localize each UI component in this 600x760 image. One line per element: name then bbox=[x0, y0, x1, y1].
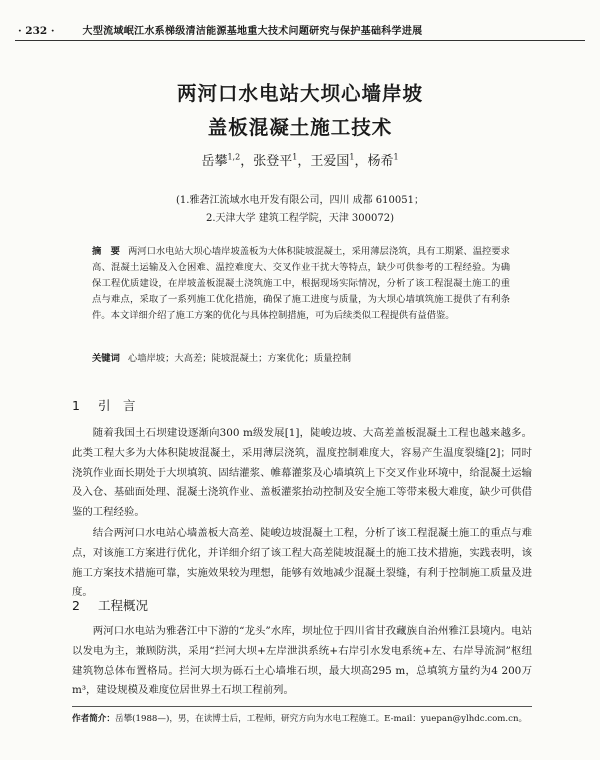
author-separator: ， bbox=[297, 154, 311, 169]
header-rule bbox=[15, 40, 585, 41]
affiliation-2: 2.天津大学 建筑工程学院，天津 300072) bbox=[206, 213, 394, 224]
running-header bbox=[18, 22, 584, 37]
author-affiliation-mark: 1 bbox=[349, 152, 355, 162]
article-title-line-2: 盖板混凝土施工技术 bbox=[207, 116, 393, 139]
author-name: 杨希 bbox=[367, 154, 394, 169]
author-separator: ， bbox=[240, 154, 254, 169]
paragraph: 结合两河口水电站心墙盖板大高差、陡峻边坡混凝土工程，分析了该工程混凝土施工的重点与难点，对该施工方案进行优化，并详细介绍了该工程大高差陡坡混凝土的施工技术措施，实践表明，该施工方案技术措施可靠，实施效果较为理想，能够有效地减少混凝土裂缝，有利于控制施工质量及进度。 bbox=[72, 527, 532, 599]
abstract-label: 摘 要 bbox=[92, 246, 120, 257]
footnote-rule bbox=[72, 706, 532, 707]
keywords-label: 关键词 bbox=[92, 353, 120, 364]
footnote-label: 作者简介： bbox=[72, 714, 115, 724]
section-heading-introduction bbox=[72, 396, 135, 414]
author-separator: ， bbox=[354, 154, 368, 169]
author-name: 张登平 bbox=[253, 154, 293, 169]
footnote-text: 岳攀(1988—)，男，在读博士后，工程师，研究方向为水电工程施工。E-mail：yuepan@ylhdc.com.cn。 bbox=[114, 714, 528, 724]
section-number: 1 bbox=[72, 398, 80, 413]
author-footnote bbox=[72, 712, 532, 727]
paragraph: 两河口水电站为雅砻江中下游的“龙头”水库，坝址位于四川省甘孜藏族自治州雅江县境内。电站以发电为主，兼顾防洪，采用“拦河大坝+左岸泄洪系统+右岸引水发电系统+左、右岸导流洞”枢纽建筑物总体布置格局。拦河大坝为砾石土心墙堆石坝，最大坝高295 m，总填筑方量约为4 200万m³，建设规模及难度位居世界土石坝工程前列。 bbox=[72, 625, 532, 697]
keywords bbox=[92, 350, 512, 364]
abstract-text: 两河口水电站大坝心墙岸坡盖板为大体积陡坡混凝土，采用薄层浇筑，具有工期紧、温控要求高、混凝土运输及入仓困难、温控难度大、交叉作业干扰大等特点，缺少可供参考的工程经验。为确保工程优质建设，在岸坡盖板混凝土浇筑施工中，根据现场实际情况，分析了该工程混凝土施工的重点与难点，采取了一系列施工优化措施，确保了施工进度与质量，为大坝心墙填筑施工提供了有利条件。本文详细介绍了施工方案的优化与具体控制措施，可为后续类似工程提供有益借鉴。 bbox=[92, 246, 510, 321]
affiliation-1: (1.雅砻江流域水电开发有限公司，四川 成都 610051； bbox=[176, 195, 424, 206]
section-title: 工程概况 bbox=[97, 598, 148, 613]
author-list bbox=[0, 150, 600, 169]
section-heading-project-overview bbox=[72, 596, 148, 614]
keywords-text: 心墙岸坡；大高差；陡坡混凝土；方案优化；质量控制 bbox=[127, 353, 352, 364]
abstract bbox=[92, 244, 510, 324]
author-affiliation-mark: 1 bbox=[292, 152, 298, 162]
author-affiliation-mark: 1,2 bbox=[227, 152, 241, 162]
page-number: · 232 · bbox=[18, 25, 55, 37]
article-title-line-1: 两河口水电站大坝心墙岸坡 bbox=[176, 82, 423, 105]
section-title: 引 言 bbox=[97, 398, 136, 413]
author-affiliation-mark: 1 bbox=[393, 152, 399, 162]
journal-title: 大型流域岷江水系梯级清洁能源基地重大技术问题研究与保护基础科学进展 bbox=[82, 26, 423, 37]
paragraph: 随着我国土石坝建设逐渐向300 m级发展[1]，陡峻边坡、大高差盖板混凝土工程也越来越多。此类工程大多为大体积陡坡混凝土，采用薄层浇筑，温度控制难度大，容易产生温度裂缝[2]；同时浇筑作业面长期处于大坝填筑、固结灌浆、帷幕灌浆及心墙填筑上下交叉作业环境中，给混凝土运输及入仓、基础面处理、混凝土浇筑作业、盖板灌浆抬动控制及安全施工等带来极大难度，缺少可供借鉴的工程经验。 bbox=[72, 427, 532, 519]
author-name: 王爱国 bbox=[310, 154, 350, 169]
section-number: 2 bbox=[72, 598, 80, 613]
author-name: 岳攀 bbox=[201, 154, 228, 169]
